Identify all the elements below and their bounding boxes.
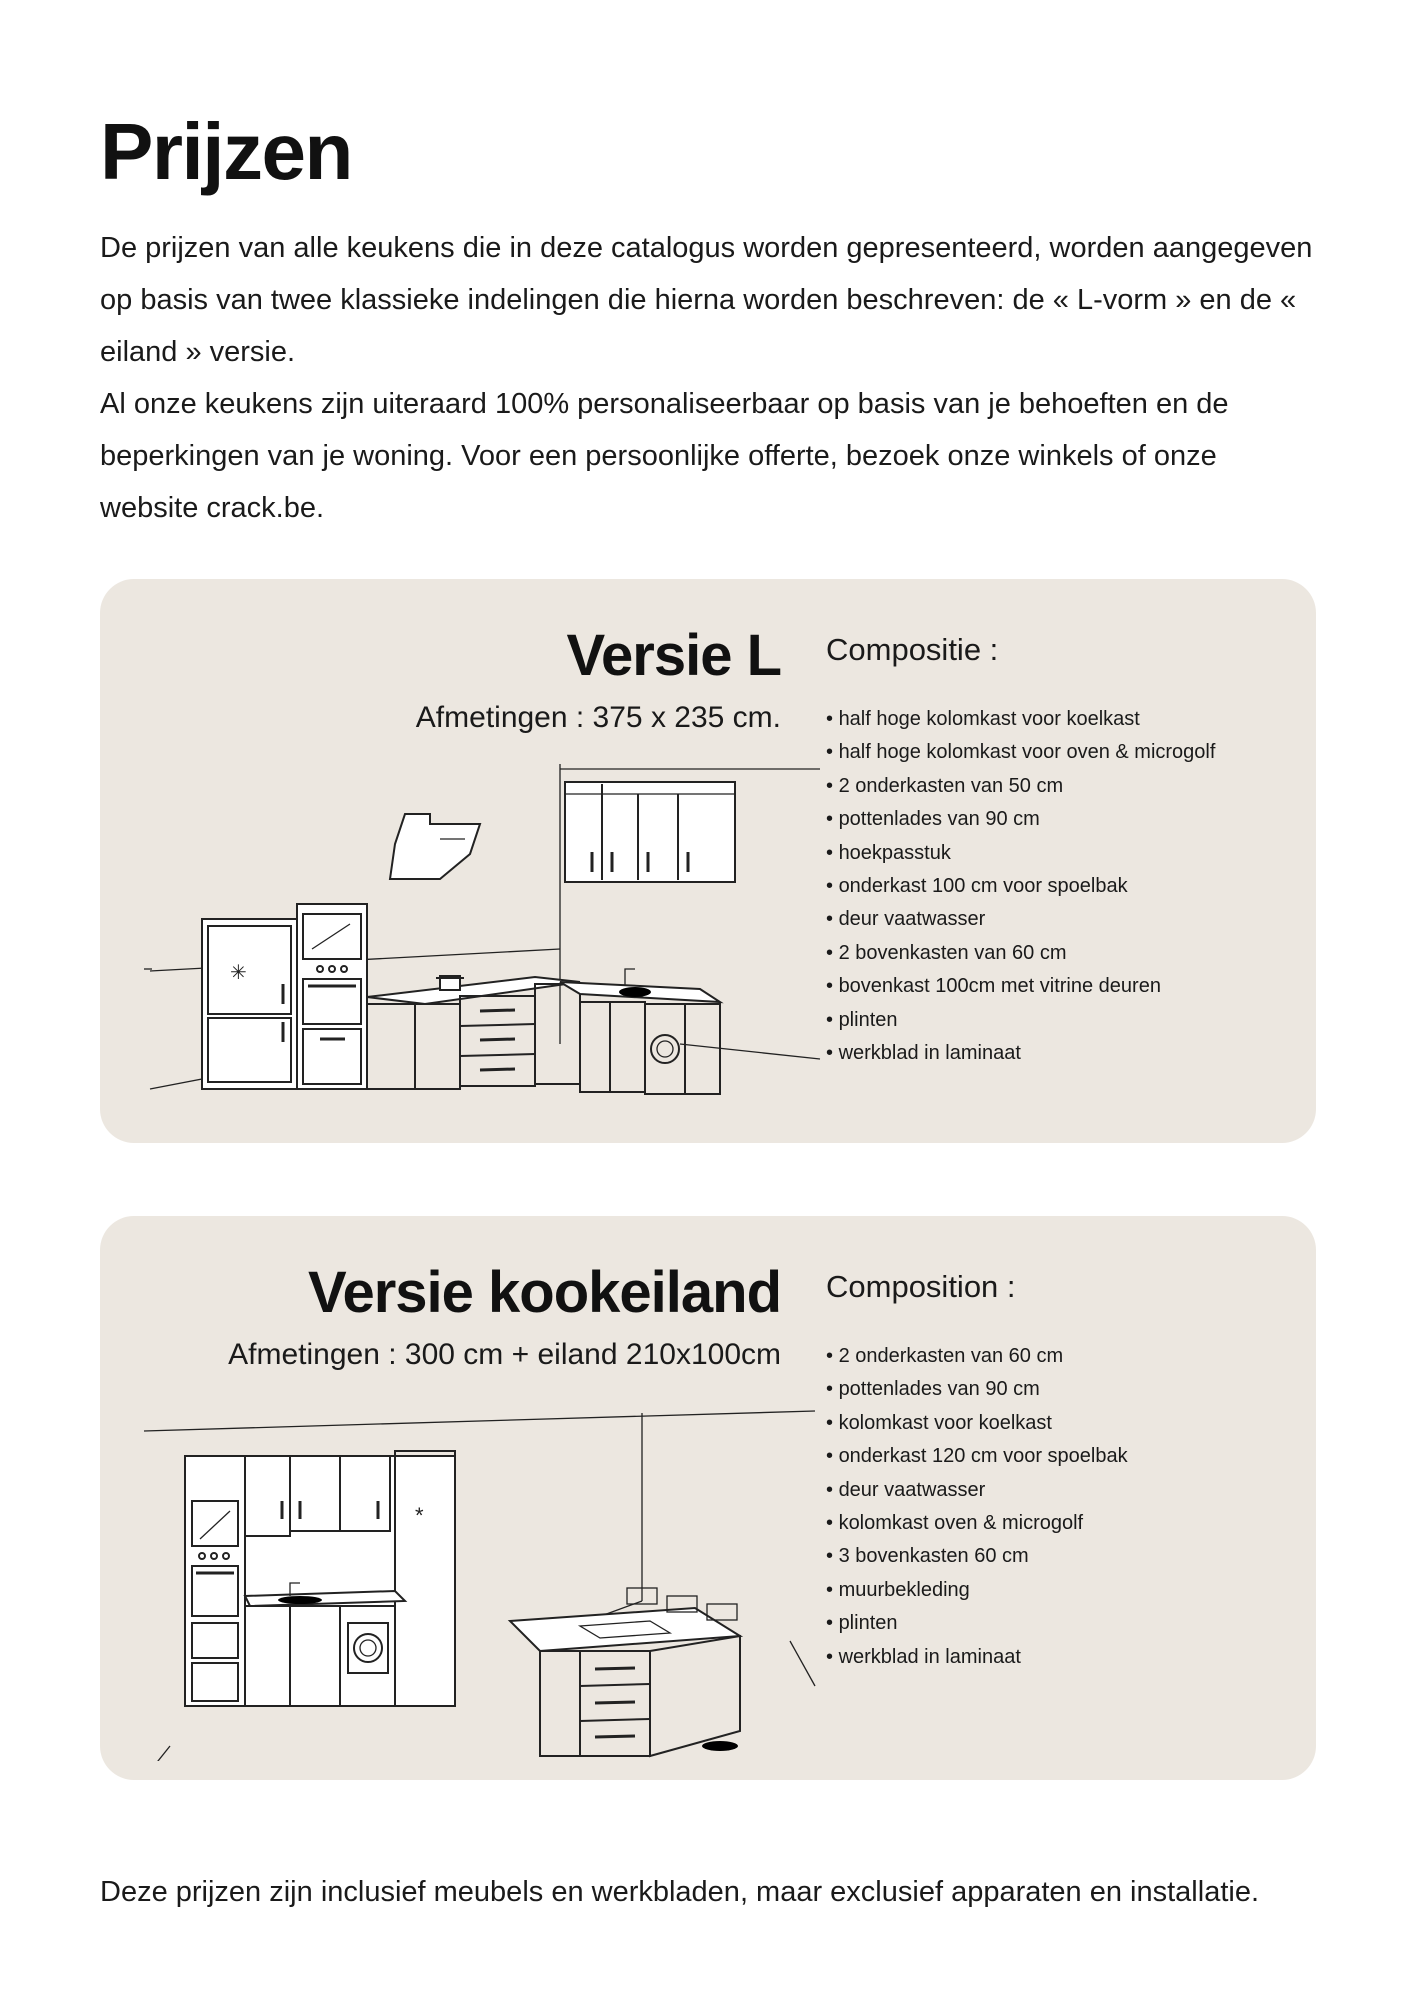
list-item: • onderkast 120 cm voor spoelbak — [826, 1440, 1128, 1473]
list-item: • plinten — [826, 1607, 1128, 1640]
version-l-card — [100, 579, 1316, 1143]
list-item: • hoekpasstuk — [826, 837, 1215, 870]
version-island-dimensions: Afmetingen : 300 cm + eiland 210x100cm — [228, 1338, 781, 1371]
list-item: • muurbekleding — [826, 1574, 1128, 1607]
list-item: • plinten — [826, 1004, 1215, 1037]
version-l-dimensions: Afmetingen : 375 x 235 cm. — [415, 701, 781, 734]
list-item: • half hoge kolomkast voor oven & microgolf — [826, 736, 1215, 769]
page-title: Prijzen — [100, 107, 352, 196]
list-item: • deur vaatwasser — [826, 1474, 1128, 1507]
list-item: • bovenkast 100cm met vitrine deuren — [826, 970, 1215, 1003]
version-island-title: Versie kookeiland — [307, 1260, 781, 1325]
list-item: • kolomkast oven & microgolf — [826, 1507, 1128, 1540]
version-l-title: Versie L — [566, 623, 781, 688]
list-item: • pottenlades van 90 cm — [826, 803, 1215, 836]
version-island-card — [100, 1216, 1316, 1780]
list-item: • 3 bovenkasten 60 cm — [826, 1540, 1128, 1573]
version-l-composition-list — [826, 703, 1215, 1070]
l-shaped-kitchen-drawing-icon — [140, 764, 880, 1124]
list-item: • half hoge kolomkast voor koelkast — [826, 703, 1215, 736]
list-item: • werkblad in laminaat — [826, 1037, 1215, 1070]
svg-text:*: * — [415, 1503, 424, 1528]
svg-text:✳: ✳ — [230, 962, 247, 984]
intro-paragraph-2: Al onze keukens zijn uiteraard 100% personaliseerbaar op basis van je behoeften en de beperkingen van je woning. Voor een persoonlijke offerte, bezoek onze winkels of onze website crack.be. — [100, 388, 1229, 524]
list-item: • pottenlades van 90 cm — [826, 1373, 1128, 1406]
island-kitchen-drawing-icon — [140, 1401, 880, 1761]
intro-paragraph-1: De prijzen van alle keukens die in deze catalogus worden gepresenteerd, worden aangegeven op basis van twee klassieke indelingen die hierna worden beschreven: de « L-vorm » en de « eiland » versie. — [100, 232, 1313, 368]
list-item: • werkblad in laminaat — [826, 1641, 1128, 1674]
list-item: • onderkast 100 cm voor spoelbak — [826, 870, 1215, 903]
intro-text — [100, 222, 1320, 534]
list-item: • 2 bovenkasten van 60 cm — [826, 937, 1215, 970]
list-item: • kolomkast voor koelkast — [826, 1407, 1128, 1440]
list-item: • deur vaatwasser — [826, 903, 1215, 936]
footer-note: Deze prijzen zijn inclusief meubels en werkbladen, maar exclusief apparaten en installatie. — [100, 1876, 1260, 1908]
version-island-composition-title: Composition : — [826, 1269, 1016, 1304]
version-l-composition-title: Compositie : — [826, 632, 999, 667]
list-item: • 2 onderkasten van 60 cm — [826, 1340, 1128, 1373]
list-item: • 2 onderkasten van 50 cm — [826, 770, 1215, 803]
